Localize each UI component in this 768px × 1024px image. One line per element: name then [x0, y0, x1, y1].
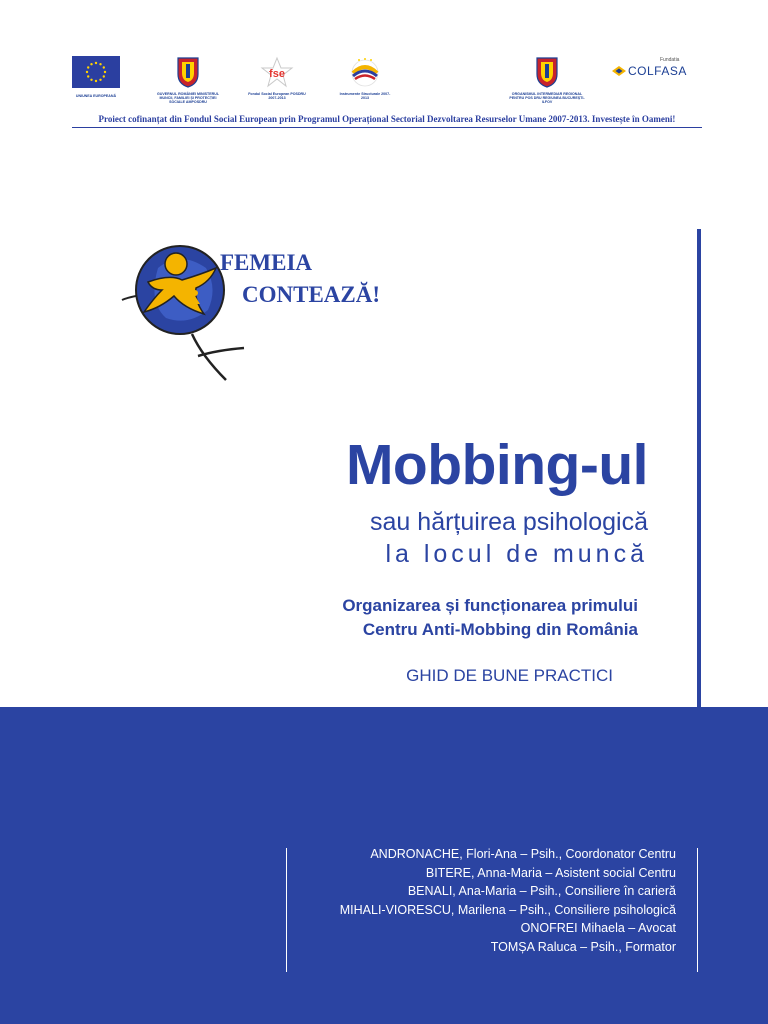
campaign-line-2: CONTEAZĂ! [242, 282, 381, 307]
vertical-accent-bar [697, 229, 701, 709]
fse-star-icon [260, 56, 294, 88]
structural-instruments-icon [347, 56, 383, 88]
organization-line-1: Organizarea și funcționarea primului [342, 596, 638, 615]
svg-text:fse: fse [269, 68, 285, 80]
structural-instruments-logo [339, 56, 391, 101]
author-entry: ONOFREI Mihaela – Avocat [520, 921, 676, 936]
author-entry: TOMȘA Raluca – Psih., Formator [490, 939, 676, 954]
structural-instruments-caption: Instrumente Structurale 2007-2013 [339, 92, 391, 101]
campaign-line-1: FEMEIA [220, 250, 312, 275]
oirposdru-logo [509, 56, 585, 105]
authors-left-divider [286, 848, 287, 972]
eu-flag-icon [72, 56, 120, 88]
femeia-conteaza-logo [118, 238, 418, 383]
guide-label: GHID DE BUNE PRACTICI [406, 666, 613, 685]
header-logos-strip [0, 0, 768, 135]
fse-logo [248, 56, 306, 101]
colfasa-diamond-icon [612, 66, 626, 76]
document-title: Mobbing-ul [345, 433, 648, 497]
colfasa-small-label: Fundatia [660, 57, 680, 63]
eu-flag-caption: UNIUNEA EUROPEANĂ [75, 94, 117, 98]
subtitle-line-2: la locul de muncă [385, 540, 648, 568]
header-divider [72, 127, 702, 128]
eu-flag-logo [72, 56, 120, 98]
fse-caption: Fondul Social European POSDRU 2007-2013 [248, 92, 306, 101]
colfasa-wordmark: COLFASA [628, 64, 687, 78]
funding-statement: Proiect cofinanțat din Fondul Social European prin Programul Operațional Sectorial Dezvoltarea Resurselor Umane 2007-2013. Investește în Oameni! [98, 114, 676, 124]
government-logo [156, 56, 220, 105]
government-caption: GUVERNUL ROMÂNIEI MINISTERUL MUNCII, FAMILIEI ȘI PROTECȚIEI SOCIALE AMPOSDRU [156, 92, 220, 105]
subtitle-line-1: sau hărțuirea psihologică [370, 508, 648, 536]
authors-right-divider [697, 848, 698, 972]
author-entry: ANDRONACHE, Flori-Ana – Psih., Coordonator Centru [370, 847, 676, 861]
author-entry: MIHALI-VIORESCU, Marilena – Psih., Consiliere psihologică [339, 902, 676, 917]
oirposdru-coat-of-arms-icon [535, 56, 559, 88]
organization-line-2: Centru Anti-Mobbing din România [362, 620, 638, 639]
authors-list [296, 845, 676, 957]
coat-of-arms-icon [176, 56, 200, 88]
author-entry: BITERE, Anna-Maria – Asistent social Centru [425, 865, 676, 880]
oirposdru-caption: ORGANISMUL INTERMEDIAR REGIONAL PENTRU POS DRU REGIUNEA BUCUREȘTI-ILFOV [509, 92, 585, 105]
author-entry: BENALI, Ana-Maria – Psih., Consiliere în carieră [407, 884, 676, 899]
